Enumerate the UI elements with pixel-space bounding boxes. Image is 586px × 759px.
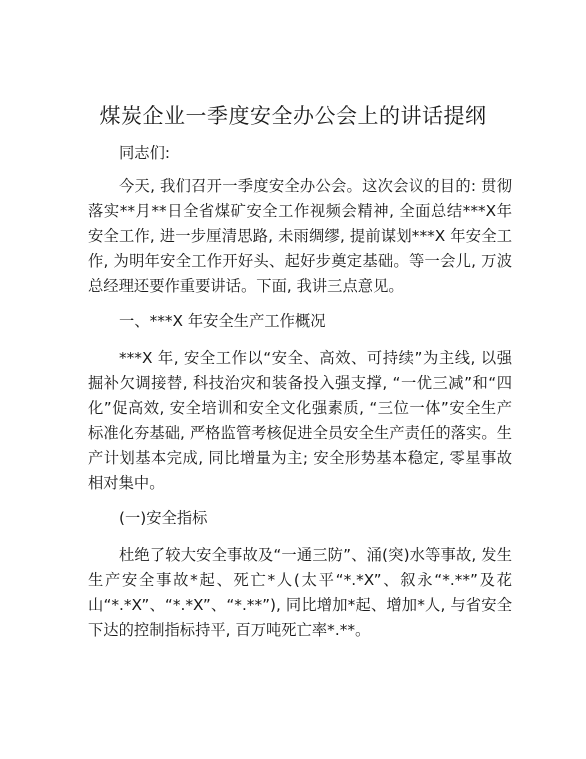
document-body xyxy=(88,141,512,643)
paragraph-overview: ***X 年, 安全工作以“安全、高效、可持续”为主线, 以强掘补欠调接替, 科技治灾和装备投入强支撑, “一优三减”和“四化”促高效, 安全培训和安全文化强素质, “三位一体”安全生产标准化夯基础, 严格监管考核促进全员安全生产责任的落实。生产计划基本完成, 同比增量为主; 安全形势基本稳定, 零星事故相对集中。 xyxy=(88,349,512,492)
greeting: 同志们: xyxy=(119,144,171,162)
document-title: 煤炭企业一季度安全办公会上的讲话提纲 xyxy=(99,104,487,128)
section-heading-overview: 一、***X 年安全生产工作概况 xyxy=(119,312,326,330)
subsection-heading-safety-indicators: (一)安全指标 xyxy=(119,509,208,527)
paragraph-safety-indicators: 杜绝了较大安全事故及“一通三防”、涌(突)水等事故, 发生生产安全事故*起、死亡*人(太平“*.*X”、叙永“*.**”及花山“*.*X”、“*.*X”、“*.**”), 同比增加*起、增加*人, 与省安全下达的控制指标持平, 百万吨死亡率*.**。 xyxy=(88,546,512,639)
paragraph-intro: 今天, 我们召开一季度安全办公会。这次会议的目的: 贯彻落实**月**日全省煤矿安全工作视频会精神, 全面总结***X年安全工作, 进一步厘清思路, 未雨绸缪, 提前谋划***X 年安全工作, 为明年安全工作开好头、起好步奠定基础。等一会儿, 万波总经理还要作重要讲话。下面, 我讲三点意见。 xyxy=(88,177,512,295)
